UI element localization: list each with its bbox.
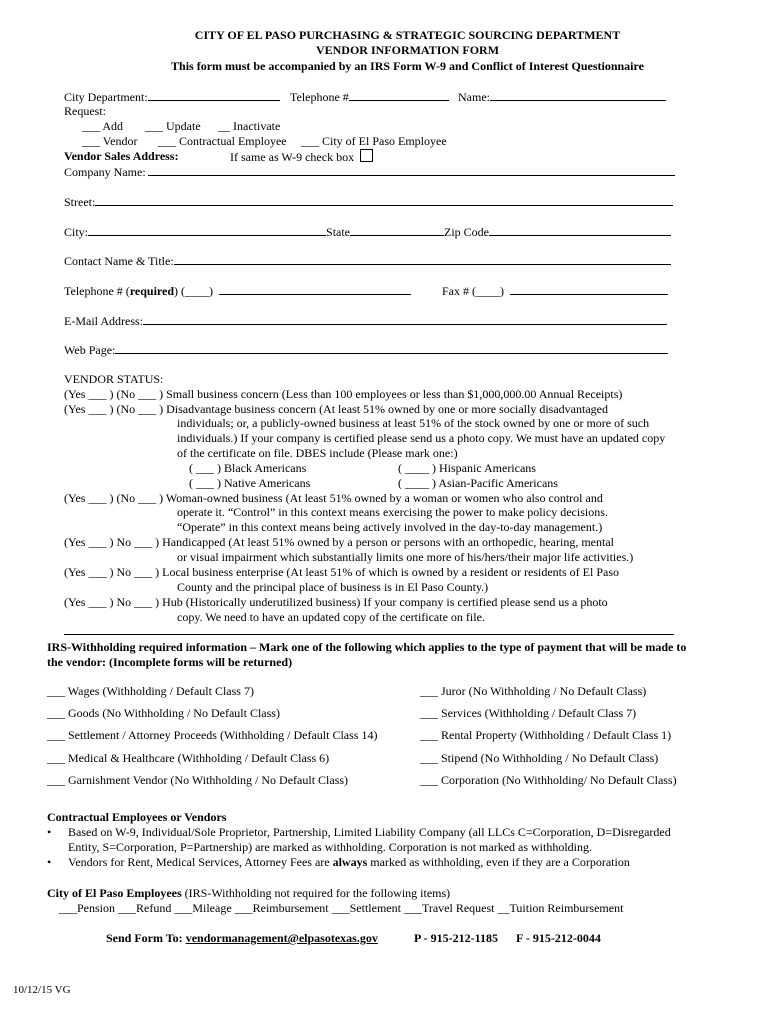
- vendor-sales-address-label: Vendor Sales Address:: [64, 149, 179, 163]
- irs-stipend[interactable]: ___ Stipend (No Withholding / No Default Class): [420, 751, 659, 765]
- form-version: 10/12/15 VG: [13, 984, 71, 996]
- irs-heading-2: the vendor: (Incomplete forms will be returned): [47, 655, 293, 669]
- city-department-blank[interactable]: [148, 89, 280, 101]
- name-label: Name:: [458, 90, 490, 104]
- dbe-black-americans[interactable]: ( ___ ) Black Americans: [189, 461, 307, 475]
- status-woman-owned[interactable]: (Yes ___ ) (No ___ ) Woman-owned business (At least 51% owned by a woman or women who also control and: [64, 491, 603, 505]
- type-contractual-employee[interactable]: ___ Contractual Employee: [158, 134, 287, 148]
- employees-items[interactable]: ___Pension ___Refund ___Mileage ___Reimbursement ___Settlement ___Travel Request __Tuition Reimbursement: [59, 901, 624, 915]
- contact-field[interactable]: [64, 253, 671, 268]
- status-text: copy. We need to have an updated copy of the certificate on file.: [177, 610, 485, 624]
- status-text: “Operate” in this context means being actively involved in the day-to-day management.): [177, 520, 603, 534]
- form-title: VENDOR INFORMATION FORM: [315, 43, 500, 57]
- send-form-label: Send Form To:: [106, 931, 186, 945]
- company-name-label: Company Name:: [64, 165, 146, 179]
- telephone-blank[interactable]: [349, 89, 449, 101]
- form-subtitle: This form must be accompanied by an IRS Form W-9 and Conflict of Interest Questionnaire: [171, 59, 644, 73]
- status-text: individuals; or, a publicly-owned business at least 51% of the stock owned by one or more of such: [177, 416, 650, 430]
- fax-label: Fax # (____): [442, 284, 504, 298]
- telephone-required-field[interactable]: [64, 283, 411, 298]
- web-page-field[interactable]: [64, 342, 668, 357]
- street-field[interactable]: [64, 194, 673, 209]
- dbe-native-americans[interactable]: ( ___ ) Native Americans: [189, 476, 311, 490]
- vendor-status-title: VENDOR STATUS:: [64, 372, 164, 386]
- status-local-business[interactable]: (Yes ___ ) No ___ ) Local business enterprise (At least 51% of which is owned by a resident or residents of El Paso: [64, 565, 620, 579]
- fax-number: F - 915-212-0044: [516, 931, 601, 945]
- fax-field[interactable]: [442, 283, 668, 298]
- bullet-icon: •: [47, 855, 52, 869]
- status-text: of the certificate on file. DBES include (Please mark one:): [177, 446, 458, 460]
- state-label: State: [326, 225, 351, 239]
- status-text: or visual impairment which substantially limits one more of his/hers/their major life activities.): [177, 550, 634, 564]
- telephone-required-blank[interactable]: [219, 283, 411, 295]
- email-label: E-Mail Address:: [64, 314, 143, 328]
- employees-heading: City of El Paso Employees: [47, 886, 182, 900]
- request-update[interactable]: ___ Update: [145, 119, 201, 133]
- contact-blank[interactable]: [174, 253, 671, 265]
- always-emphasis: always: [332, 855, 368, 869]
- street-label: Street:: [64, 195, 96, 209]
- type-vendor[interactable]: ___ Vendor: [82, 134, 138, 148]
- city-label: City:: [64, 225, 89, 239]
- irs-settlement[interactable]: ___ Settlement / Attorney Proceeds (Withholding / Default Class 14): [47, 728, 378, 742]
- request-add[interactable]: ___ Add: [82, 119, 124, 133]
- web-page-label: Web Page:: [64, 343, 116, 357]
- status-handicapped[interactable]: (Yes ___ ) No ___ ) Handicapped (At least 51% owned by a person or persons with an orthopedic, hearing, mental: [64, 535, 614, 549]
- required-label: required: [129, 284, 175, 298]
- employees-note: (IRS-Withholding not required for the following items): [181, 886, 451, 900]
- state-blank[interactable]: [350, 224, 444, 236]
- status-text: individuals.) If your company is certified please send us a photo copy. We must have an updated copy: [177, 431, 666, 445]
- contractual-heading: Contractual Employees or Vendors: [47, 810, 227, 824]
- irs-corporation[interactable]: ___ Corporation (No Withholding/ No Default Class): [420, 773, 677, 787]
- city-department-field[interactable]: [64, 89, 280, 104]
- name-blank[interactable]: [490, 89, 666, 101]
- company-name-blank[interactable]: [148, 164, 675, 176]
- street-blank[interactable]: [95, 194, 673, 206]
- same-as-w9-label: If same as W-9 check box: [230, 150, 355, 164]
- city-state-zip-field[interactable]: [64, 224, 671, 239]
- dbe-asian-pacific-americans[interactable]: ( ____ ) Asian-Pacific Americans: [398, 476, 558, 490]
- status-hub[interactable]: (Yes ___ ) No ___ ) Hub (Historically underutilized business) If your company is certified please send us a photo: [64, 595, 608, 609]
- zip-label: Zip Code: [444, 225, 490, 239]
- request-label: Request:: [64, 104, 106, 118]
- dbe-hispanic-americans[interactable]: ( ____ ) Hispanic Americans: [398, 461, 536, 475]
- web-page-blank[interactable]: [115, 342, 668, 354]
- contractual-bullet-1: Based on W-9, Individual/Sole Proprietor, Partnership, Limited Liability Company (all LLCs C=Corporation, D=Disregarded: [68, 825, 671, 839]
- irs-rental-property[interactable]: ___ Rental Property (Withholding / Default Class 1): [420, 728, 672, 742]
- irs-wages[interactable]: ___ Wages (Withholding / Default Class 7): [47, 684, 254, 698]
- contractual-bullet-2-text-end: marked as withholding, even if they are a Corporation: [367, 855, 630, 869]
- request-inactivate[interactable]: __ Inactivate: [218, 119, 281, 133]
- name-field[interactable]: [458, 89, 666, 104]
- telephone-area-code: ) (____): [174, 284, 214, 298]
- same-as-w9-checkbox[interactable]: [360, 149, 373, 162]
- city-blank[interactable]: [88, 224, 326, 236]
- status-disadvantaged[interactable]: (Yes ___ ) (No ___ ) Disadvantage business concern (At least 51% owned by one or more socially disadvantaged: [64, 402, 608, 416]
- fax-blank[interactable]: [510, 283, 668, 295]
- status-small-business[interactable]: (Yes ___ ) (No ___ ) Small business concern (Less than 100 employees or less than $1,000,000.00 Annual Receipts): [64, 387, 623, 401]
- zip-blank[interactable]: [489, 224, 671, 236]
- email-blank[interactable]: [143, 313, 667, 325]
- bullet-icon: •: [47, 825, 52, 839]
- type-city-employee[interactable]: ___ City of El Paso Employee: [301, 134, 447, 148]
- telephone-label: Telephone #: [290, 90, 349, 104]
- email-field[interactable]: [64, 313, 667, 328]
- status-text: operate it. “Control” in this context means exercising the power to make policy decisions.: [177, 505, 608, 519]
- send-form-row: [106, 931, 378, 945]
- section-divider: [64, 634, 674, 635]
- phone-number: P - 915-212-1185: [414, 931, 498, 945]
- vendor-management-email-link[interactable]: vendormanagement@elpasotexas.gov: [185, 931, 378, 945]
- contractual-bullet-2: [68, 855, 630, 869]
- irs-goods[interactable]: ___ Goods (No Withholding / No Default Class): [47, 706, 280, 720]
- contractual-bullet-2-text: Vendors for Rent, Medical Services, Attorney Fees are: [68, 855, 333, 869]
- irs-garnishment[interactable]: ___ Garnishment Vendor (No Withholding / No Default Class): [47, 773, 349, 787]
- status-text: County and the principal place of business is in El Paso County.): [177, 580, 489, 594]
- irs-services[interactable]: ___ Services (Withholding / Default Class 7): [420, 706, 637, 720]
- contact-label: Contact Name & Title:: [64, 254, 174, 268]
- telephone-field[interactable]: [290, 89, 449, 104]
- telephone-required-prefix: Telephone # (: [64, 284, 130, 298]
- form-title-department: CITY OF EL PASO PURCHASING & STRATEGIC SOURCING DEPARTMENT: [194, 28, 621, 42]
- irs-juror[interactable]: ___ Juror (No Withholding / No Default Class): [420, 684, 647, 698]
- irs-heading: IRS-Withholding required information – Mark one of the following which applies to the type of payment that will be made to: [47, 640, 687, 654]
- company-name-field[interactable]: [64, 164, 675, 179]
- irs-medical[interactable]: ___ Medical & Healthcare (Withholding / Default Class 6): [47, 751, 330, 765]
- employees-heading-row: [47, 886, 450, 900]
- same-as-w9-field[interactable]: [230, 149, 373, 164]
- city-department-label: City Department:: [64, 90, 148, 104]
- contractual-bullet-1-cont: Entity, S=Corporation, P=Partnership) are marked as withholding. Corporation is not marked as withholding.: [68, 840, 593, 854]
